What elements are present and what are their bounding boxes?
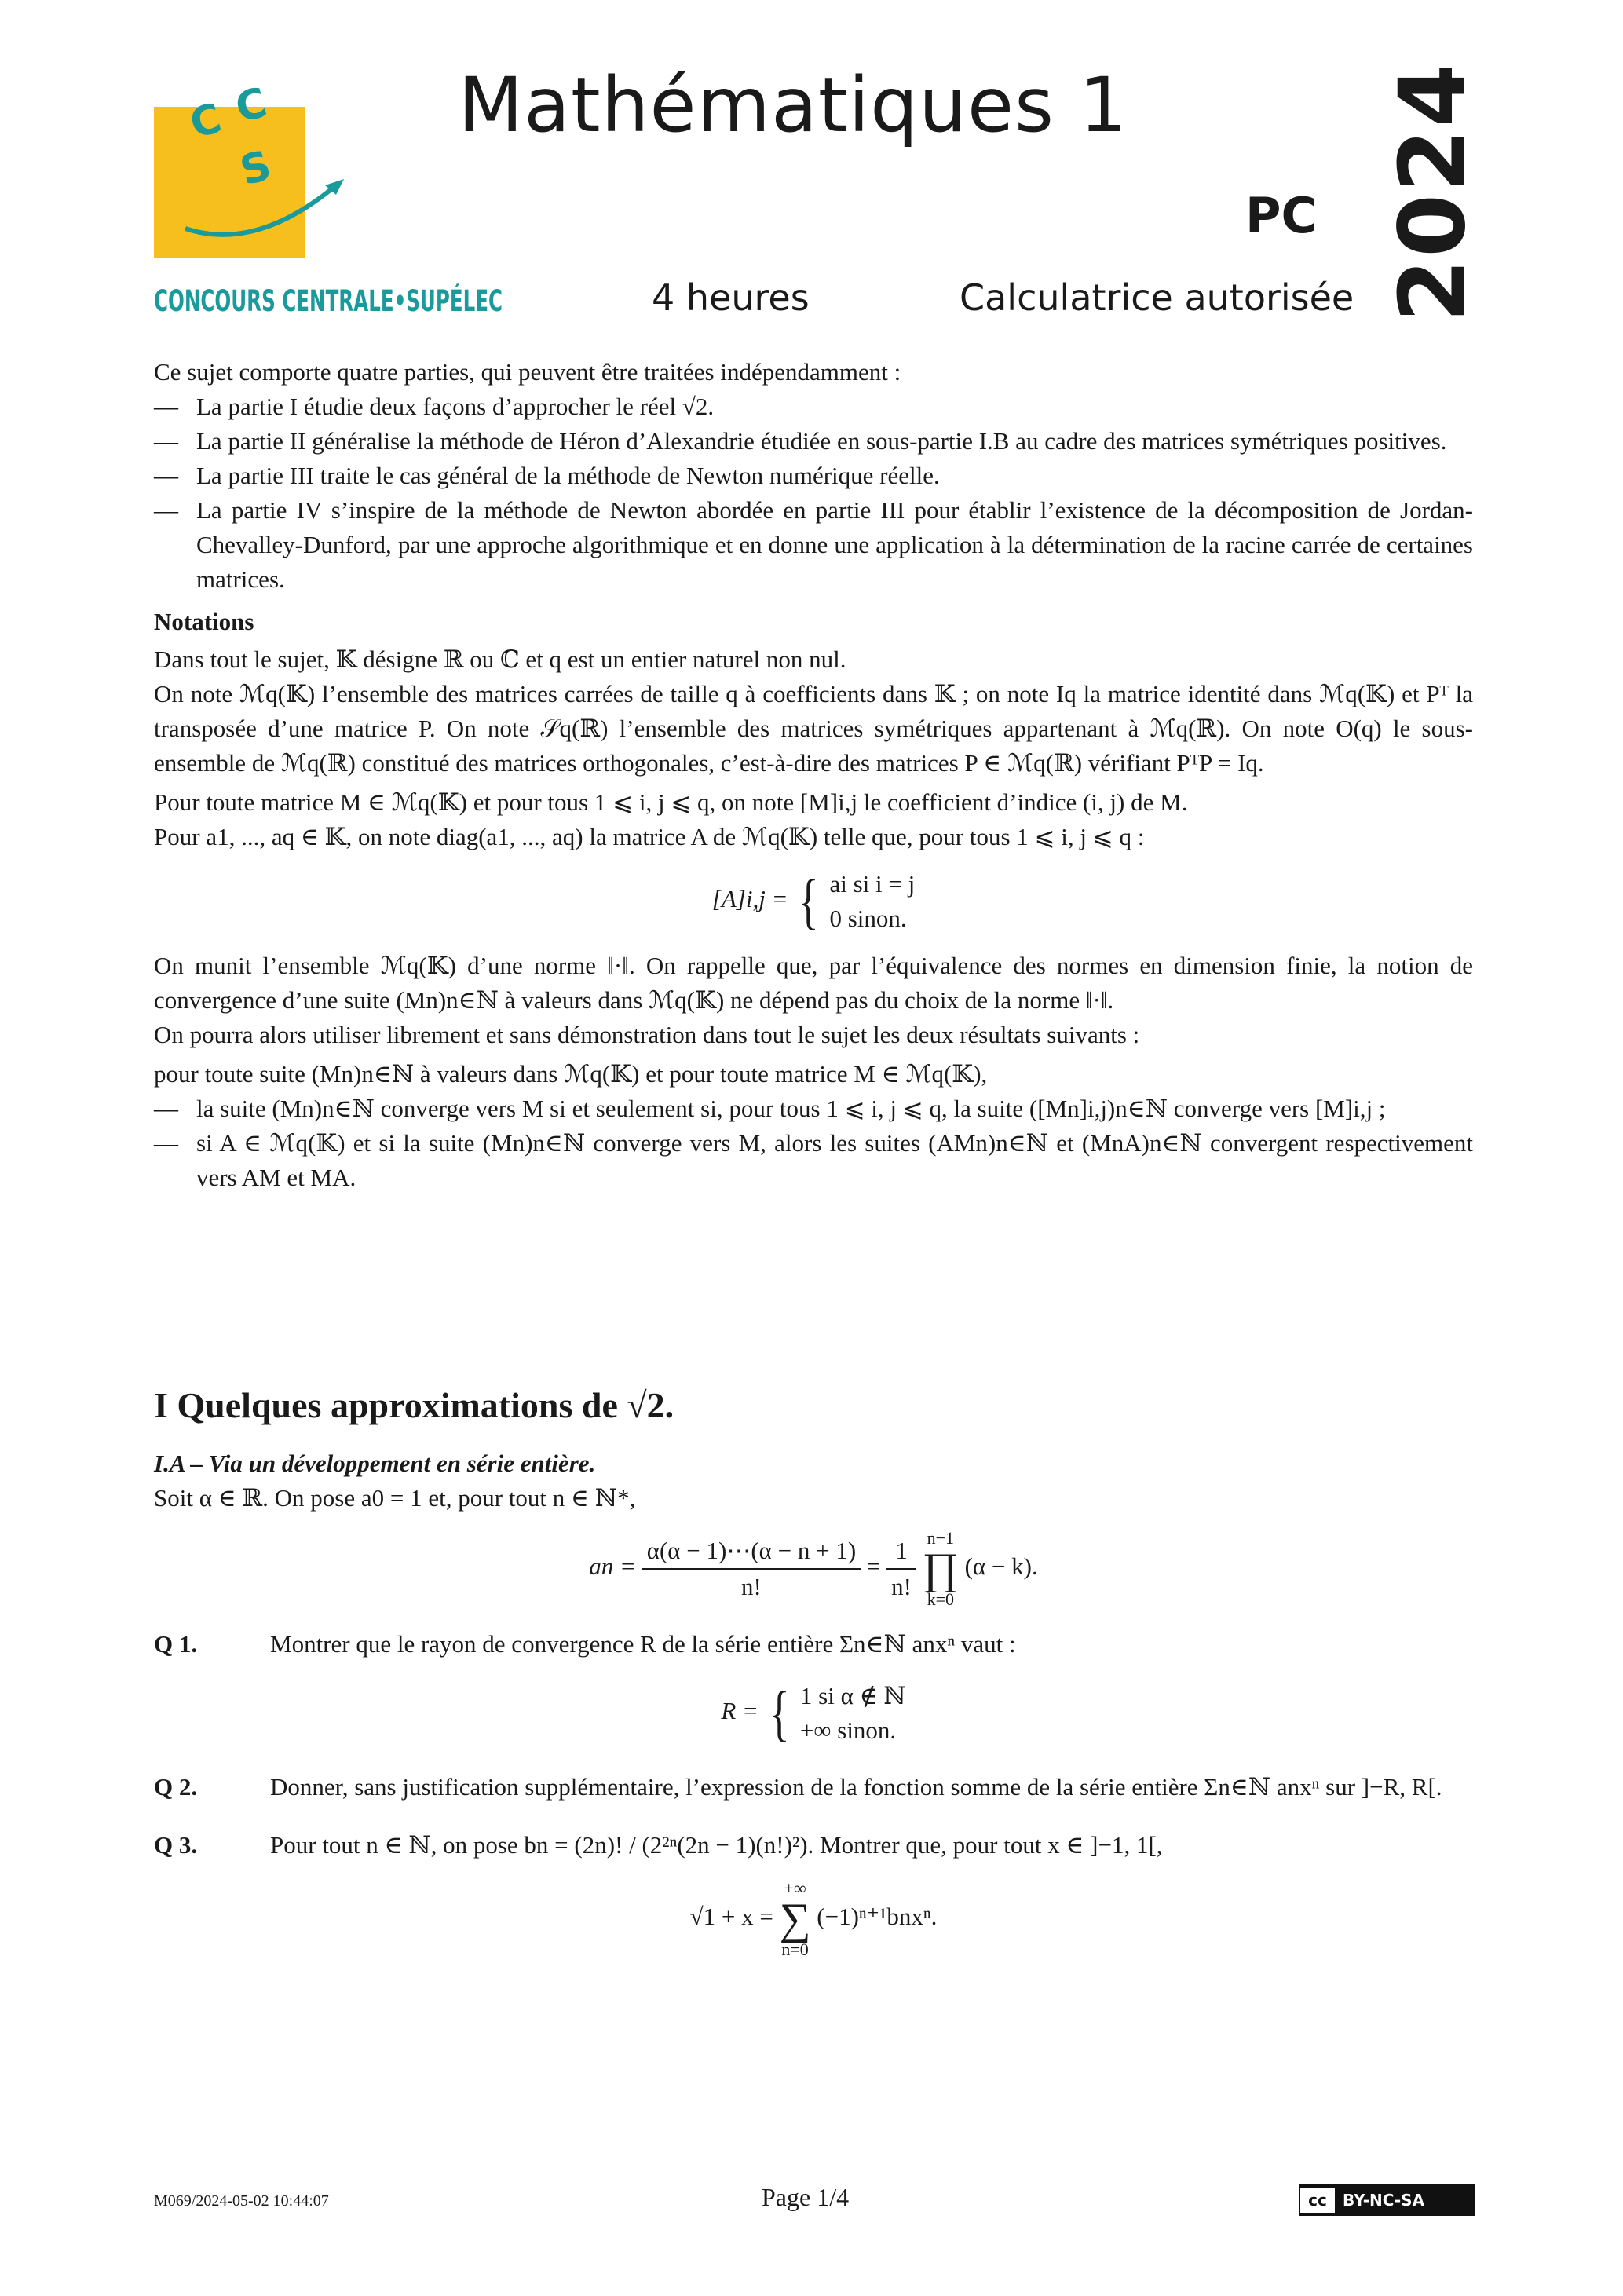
radius-brace: { bbox=[769, 1679, 790, 1747]
license-text: BY-NC-SA bbox=[1343, 2191, 1425, 2210]
exam-year-box bbox=[1380, 62, 1486, 323]
sum-operator bbox=[780, 1880, 811, 1958]
intro-part-2: — La partie II généralise la méthode de Héron d’Alexandrie étudiée en sous-partie I.B au cadre des matrices symétriques positives. bbox=[154, 424, 1473, 459]
sqrt-lhs: √1 + x = bbox=[689, 1903, 773, 1931]
question-1 bbox=[154, 1627, 1473, 1662]
footer-page-number: Page 1/4 bbox=[762, 2183, 850, 2211]
radius-cases bbox=[800, 1679, 906, 1748]
question-2-label: Q 2. bbox=[154, 1773, 198, 1801]
radius-equation bbox=[154, 1679, 1473, 1748]
sqrt-rhs: (−1)ⁿ⁺¹bnxⁿ. bbox=[817, 1903, 938, 1931]
notations-result-2: — si A ∈ ℳq(𝕂) et si la suite (Mn)n∈ℕ converge vers M, alors les suites (AMn)n∈ℕ et (MnA)n∈ℕ convergent respectivement vers AM et MA. bbox=[154, 1126, 1473, 1195]
notations-line-1: Dans tout le sujet, 𝕂 désigne ℝ ou ℂ et q est un entier naturel non nul. bbox=[154, 645, 846, 673]
logo-letter-c2: C bbox=[230, 79, 272, 133]
notations-line-2: On note ℳq(𝕂) l’ensemble des matrices carrées de taille q à coefficients dans 𝕂 ; on note Iq la matrice identité dans ℳq(𝕂) et Pᵀ la transposée d’une matrice P. On note 𝒮q(ℝ) l’ensemble des matrices symétriques appartenant à ℳq(ℝ). On note O(q) le sous-ensemble de ℳq(ℝ) constitué des matrices orthogonales, c’est-à-dire des matrices P ∈ ℳq(ℝ) vérifiant PᵀP = Iq. bbox=[154, 680, 1473, 777]
diag-case-2: 0 sinon. bbox=[829, 905, 907, 932]
diag-brace: { bbox=[798, 867, 820, 935]
part1-block bbox=[154, 1385, 1473, 1971]
product-operator bbox=[923, 1530, 959, 1608]
radius-lhs: R = bbox=[721, 1697, 758, 1725]
question-2-text: Donner, sans justification supplémentaire, l’expression de la fonction somme de la série entière Σn∈ℕ anxⁿ sur ]−R, R[. bbox=[270, 1773, 1442, 1801]
an-rhs: (α − k). bbox=[964, 1552, 1038, 1581]
question-3-label: Q 3. bbox=[154, 1831, 198, 1859]
intro-part-3: — La partie III traite le cas général de la méthode de Newton numérique réelle. bbox=[154, 459, 1473, 493]
product-upper: n−1 bbox=[927, 1528, 954, 1548]
question-1-text: Montrer que le rayon de convergence R de la série entière Σn∈ℕ anxⁿ vaut : bbox=[270, 1630, 1016, 1658]
diag-equation bbox=[154, 867, 1473, 936]
notations-result-1: — la suite (Mn)n∈ℕ converge vers M si et seulement si, pour tous 1 ⩽ i, j ⩽ q, la suite ([Mn]i,j)n∈ℕ converge vers [M]i,j ; bbox=[154, 1091, 1473, 1126]
sum-symbol: ∑ bbox=[779, 1895, 811, 1943]
question-2 bbox=[154, 1770, 1473, 1804]
question-1-label: Q 1. bbox=[154, 1630, 198, 1658]
logo-letter-c1: C bbox=[185, 94, 227, 148]
notations-heading: Notations bbox=[154, 608, 254, 635]
exam-title: Mathématiques 1 bbox=[458, 61, 1128, 149]
cc-icon: cc bbox=[1300, 2188, 1335, 2213]
exam-section: PC bbox=[1245, 187, 1317, 244]
diag-case-1: ai si i = j bbox=[829, 870, 916, 898]
notations-line-4: Pour a1, ..., aq ∈ 𝕂, on note diag(a1, ..., aq) la matrice A de ℳq(𝕂) telle que, pour tous 1 ⩽ i, j ⩽ q : bbox=[154, 823, 1145, 850]
an-numerator: α(α − 1)⋯(α − n + 1) bbox=[642, 1534, 861, 1570]
exam-duration: 4 heures bbox=[652, 276, 810, 319]
calculator-policy: Calculatrice autorisée bbox=[960, 276, 1354, 319]
an-lhs: an = bbox=[589, 1552, 636, 1581]
license-badge bbox=[1299, 2184, 1475, 2216]
sum-upper: +∞ bbox=[784, 1878, 806, 1898]
product-symbol: ∏ bbox=[922, 1545, 959, 1593]
question-3-text: Pour tout n ∈ ℕ, on pose bn = (2n)! / (2²ⁿ(2n − 1)(n!)²). Montrer que, pour tout x ∈ ]−1, 1[, bbox=[270, 1831, 1163, 1859]
sum-lower: n=0 bbox=[781, 1940, 809, 1959]
diag-cases bbox=[829, 867, 915, 936]
notations-line-3: Pour toute matrice M ∈ ℳq(𝕂) et pour tous 1 ⩽ i, j ⩽ q, on note [M]i,j le coefficient d’indice (i, j) de M. bbox=[154, 788, 1188, 816]
notations-line-7: pour toute suite (Mn)n∈ℕ à valeurs dans ℳq(𝕂) et pour toute matrice M ∈ ℳq(𝕂), bbox=[154, 1060, 988, 1088]
logo-text: CONCOURS CENTRALE•SUPÉLEC bbox=[154, 284, 680, 318]
an-equation bbox=[154, 1530, 1473, 1608]
an-equals: = bbox=[866, 1552, 881, 1581]
intro-lead: Ce sujet comporte quatre parties, qui peuvent être traitées indépendamment : bbox=[154, 358, 901, 386]
an-fraction bbox=[642, 1534, 861, 1604]
radius-case-2: +∞ sinon. bbox=[799, 1717, 897, 1744]
part1-heading: I Quelques approximations de √2. bbox=[154, 1385, 674, 1425]
notations-line-6: On pourra alors utiliser librement et sans démonstration dans tout le sujet les deux résultats suivants : bbox=[154, 1021, 1140, 1048]
an-fraction-2 bbox=[886, 1534, 916, 1604]
question-3 bbox=[154, 1828, 1473, 1863]
an-denominator: n! bbox=[741, 1573, 762, 1600]
part1-subsection: I.A – Via un développement en série entière. bbox=[154, 1450, 596, 1477]
an-fraction-2-num: 1 bbox=[886, 1534, 916, 1570]
footer-reference: M069/2024-05-02 10:44:07 bbox=[154, 2192, 329, 2210]
intro-part-1: — La partie I étudie deux façons d’approcher le réel √2. bbox=[154, 389, 1473, 424]
diag-lhs: [A]i,j = bbox=[711, 885, 788, 913]
intro-block bbox=[154, 355, 1473, 1195]
radius-case-1: 1 si α ∉ ℕ bbox=[799, 1682, 906, 1709]
part1-intro: Soit α ∈ ℝ. On pose a0 = 1 et, pour tout n ∈ ℕ*, bbox=[154, 1484, 636, 1512]
intro-part-4: — La partie IV s’inspire de la méthode de Newton abordée en partie III pour établir l’existence de la décomposition de Jordan-Chevalley-Dunford, par une approche algorithmique et en donne une application à la détermination de la racine carrée de certaines matrices. bbox=[154, 493, 1473, 597]
sqrt-series-equation bbox=[154, 1880, 1473, 1958]
product-lower: k=0 bbox=[927, 1589, 954, 1609]
an-fraction-2-den: n! bbox=[891, 1573, 912, 1600]
notations-line-5: On munit l’ensemble ℳq(𝕂) d’une norme ‖·‖. On rappelle que, par l’équivalence des normes en dimension finie, la notion de convergence d’une suite (Mn)n∈ℕ à valeurs dans ℳq(𝕂) ne dépend pas du choix de la norme ‖·‖. bbox=[154, 952, 1473, 1014]
logo-letter-s: S bbox=[235, 141, 276, 196]
exam-year: 2024 bbox=[1380, 62, 1486, 323]
